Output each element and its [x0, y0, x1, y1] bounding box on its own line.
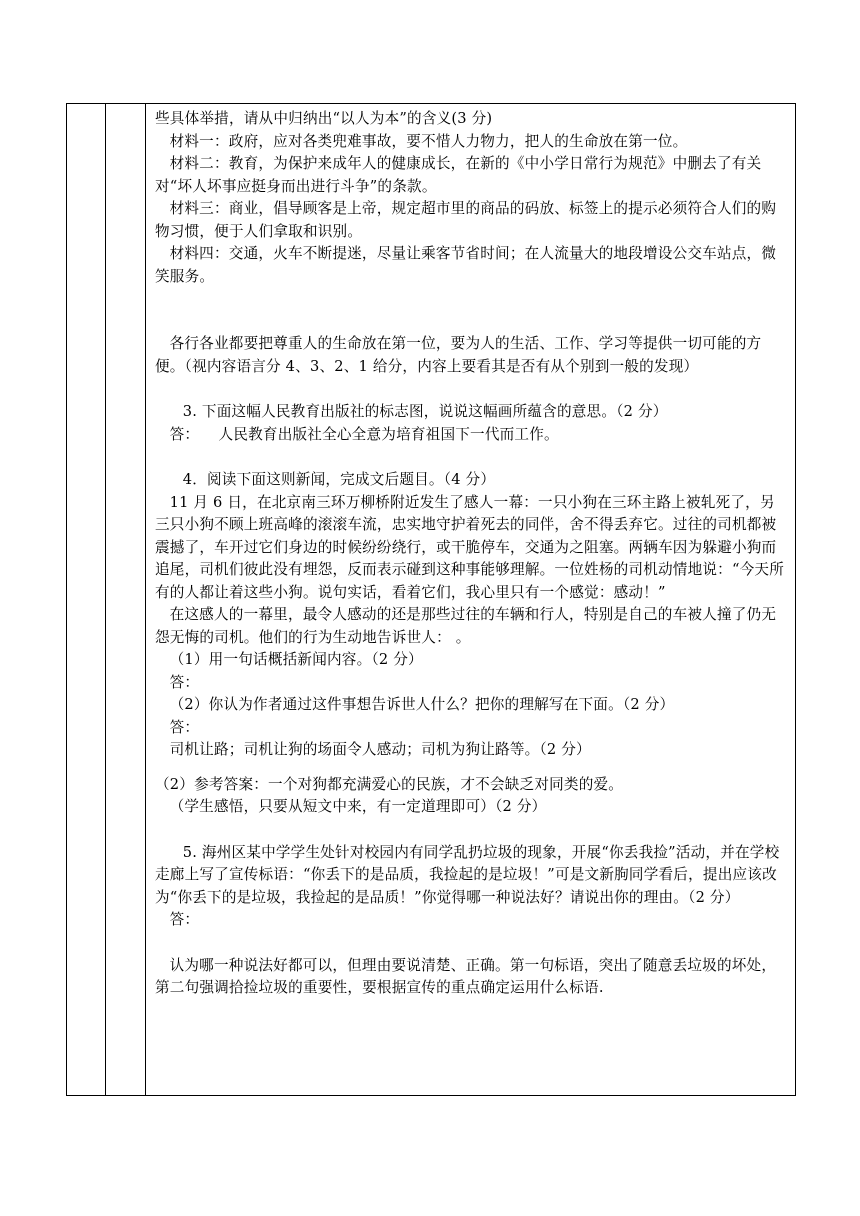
material-2: 材料二：教育，为保护来成年人的健康成长，在新的《中小学日常行为规范》中删去了有关对“坏人坏事应挺身而出进行斗争”的条款。	[155, 155, 762, 195]
material-3: 材料三：商业，倡导顾客是上帝，规定超市里的商品的码放、标签上的提示必须符合人们的购物习惯，便于人们拿取和识别。	[155, 200, 777, 240]
reference-note: （学生感悟，只要从短文中来，有一定道理即可）（2 分）	[169, 798, 547, 815]
answer-5: 认为哪一种说法好都可以，但理由要说清楚、正确。第一句标语，突出了随意丢垃圾的坏处，第二句强调拾捡垃圾的重要性，要根据宣传的重点确定运用什么标语.	[155, 956, 777, 996]
material-1: 材料一：政府，应对各类兜难事故，要不惜人力物力，把人的生命放在第一位。	[169, 132, 688, 150]
news-paragraph-2: 在这感人的一幕里，最令人感动的还是那些过往的车辆和行人，特别是自己的车被人撞了仍无怨无悔的司机。他们的行为生动地告诉世人： 。	[155, 606, 777, 646]
sub-answer-2: 答：	[169, 718, 200, 736]
reference-answer-2: （2）参考答案：一个对狗都充满爱心的民族，才不会缺乏对同类的爱。	[155, 775, 624, 793]
column-divider	[105, 104, 106, 1095]
news-paragraph-1: 11 月 6 日，在北京南三环万柳桥附近发生了感人一幕：一只小狗在三环主路上被轧死了，另三只小狗不顾上班高峰的滚滚车流，忠实地守护着死去的同伴，舍不得丢弃它。过往的司机都被震撼了，车开过它们身边的时候纷纷绕行，或干脆停车，交通为之阻塞。两辆车因为躲避小狗而追尾，司机们彼此没有埋怨，反而表示碰到这种事能够理解。一位姓杨的司机动情地说：“今天所有的人都让着这些小狗。说句实话，看着它们，我心里只有一个感觉：感动！”	[155, 493, 785, 601]
content-cell	[155, 108, 787, 1000]
answer-5-label: 答：	[169, 911, 200, 928]
answer-2: 各行各业都要把尊重人的生命放在第一位，要为人的生活、工作、学习等提供一切可能的方便。（视内容语言分 4、3、2、1 给分，内容上要看其是否有从个别到一般的发现）	[155, 335, 762, 375]
reference-answer-1: 司机让路；司机让狗的场面令人感动；司机为狗让路等。（2 分）	[169, 741, 591, 758]
sub-question-1: （1）用一句话概括新闻内容。（2 分）	[169, 651, 423, 668]
question-3: 3. 下面这幅人民教育出版社的标志图，说说这幅画所蕴含的意思。（2 分）	[182, 403, 668, 420]
material-4: 材料四：交通，火车不断提迷，尽量让乘客节省时间；在人流量大的地段增设公交车站点，微笑服务。	[155, 245, 777, 285]
sub-answer-1: 答：	[169, 673, 200, 691]
question-4: 4．阅读下面这则新闻，完成文后题目。（4 分）	[182, 471, 496, 488]
answer-table	[66, 103, 796, 1096]
answer-3: 答： 人民教育出版社全心全意为培育祖国下一代而工作。	[169, 425, 559, 443]
sub-question-2: （2）你认为作者通过这件事想告诉世人什么？把你的理解写在下面。（2 分）	[169, 696, 675, 713]
question-continuation: 些具体举措，请从中归纳出“以人为本”的含义(3 分)	[155, 110, 493, 127]
question-5: 5. 海州区某中学学生处针对校园内有同学乱扔垃圾的现象，开展“你丢我捡”活动，并在学校走廊上写了宣传标语：“你丢下的是品质，我捡起的是垃圾！”可是文新朐同学看后，提出应该改为“你丢下的是垃圾，我捡起的是品质！”你觉得哪一种说法好？请说出你的理由。（2 分）	[155, 843, 780, 906]
column-divider	[145, 104, 146, 1095]
